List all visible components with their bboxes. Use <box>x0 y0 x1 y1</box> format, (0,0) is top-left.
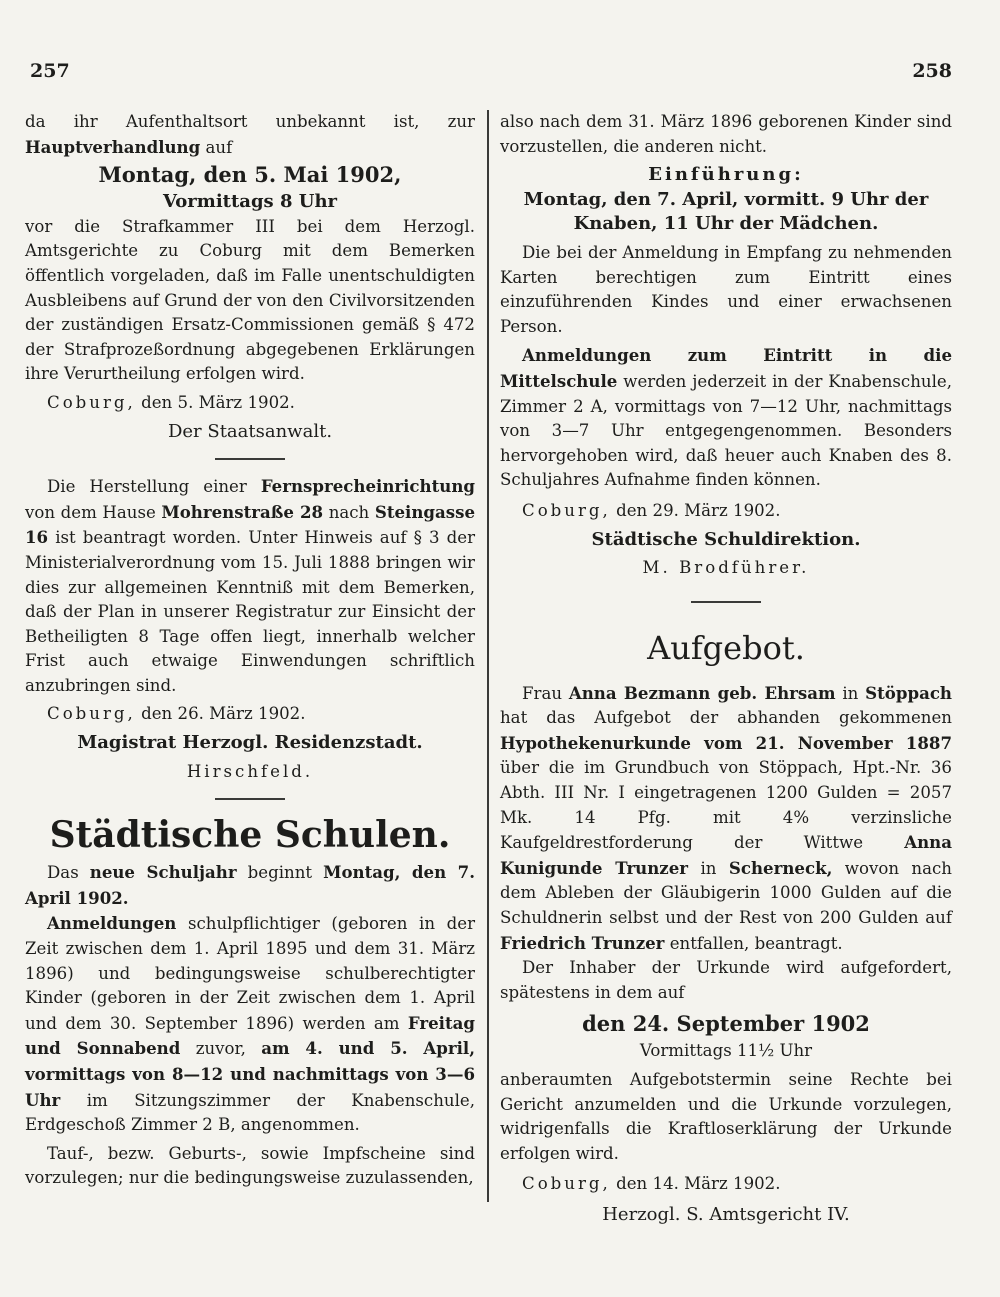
schools-registration: Anmeldungen schulpflichtiger (geboren in der Zeit zwischen dem 1. April 1895 und dem 31. März 1896) und bedingungsweise schulberechtigter Kinder (geboren in der Zeit zwischen dem 1. April und dem 30. September 1896) werden am Freitag und Sonnabend zuvor, am 4. und 5. April, vormittags von 8—12 und nachmittags von 3—6 Uhr im Sitzungszimmer der Knabenschule, Erdgeschoß Zimmer 2 B, angenommen. <box>25 913 476 1135</box>
right-column <box>500 110 952 1228</box>
schools-signatory: M. Brodführer. <box>642 558 810 578</box>
left-column <box>25 110 475 1191</box>
aufgebot-place-date: Coburg, den 14. März 1902. <box>522 1174 781 1194</box>
aufgebot-heading: Aufgebot. <box>647 628 805 667</box>
telephone-signature: Magistrat Herzogl. Residenzstadt. <box>77 732 423 754</box>
aufgebot-terms: anberaumten Aufgebotstermin seine Rechte bei Gericht anzumelden und die Urkunde vorzulegen, widrigenfalls die Kraftloserklärung der Urkunde erfolgen wird. <box>500 1070 952 1163</box>
telephone-signatory: Hirschfeld. <box>186 761 314 781</box>
summons-place-date: Coburg, den 5. März 1902. <box>47 392 295 412</box>
summons-time: Vormittags 8 Uhr <box>162 191 338 213</box>
telephone-notice: Die Herstellung einer Fernsprecheinrichtung von dem Hause Mohrenstraße 28 nach Steingasse 16 ist beantragt worden. Unter Hinweis auf § 3 der Ministerialverordnung vom 15. Juli 1888 bringen wir dies zur allgemeinen Kenntniß mit dem Bemerken, daß der Plan in unserer Registratur zur Einsicht der Betheiligten 8 Tage offen liegt, innerhalb welcher Frist auch etwaige Einwendungen schriftlich anzubringen sind. <box>25 476 476 695</box>
schools-start: Das neue Schuljahr beginnt Montag, den 7. April 1902. <box>25 862 475 908</box>
telephone-place-date: Coburg, den 26. März 1902. <box>47 704 306 724</box>
schools-continued: also nach dem 31. März 1896 geborenen Kinder sind vorzustellen, die anderen nicht. <box>500 112 952 156</box>
summons-date: Montag, den 5. Mai 1902, <box>98 162 402 188</box>
notice-summons-intro: da ihr Aufenthaltsort unbekannt ist, zur Hauptverhandlung auf <box>25 112 475 157</box>
introduction-date: Montag, den 7. April, vormitt. 9 Uhr der Knaben, 11 Uhr der Mädchen. <box>523 188 929 235</box>
middle-school-registration: Anmeldungen zum Eintritt in die Mittelschule werden jederzeit in der Knabenschule, Zimmer 2 A, vormittags von 7—12 Uhr, nachmittags von 3—7 Uhr entgegengenommen. Besonders hervorgehoben wird, daß heuer auch Knaben des 8. Schuljahres Aufnahme finden können. <box>500 345 952 490</box>
schools-place-date: Coburg, den 29. März 1902. <box>522 500 781 520</box>
aufgebot-request: Der Inhaber der Urkunde wird aufgefordert, spätestens in dem auf <box>500 958 952 1002</box>
aufgebot-body: Frau Anna Bezmann geb. Ehrsam in Stöppach hat das Aufgebot der abhanden gekommenen Hypothekenurkunde vom 21. November 1887 über die im Grundbuch von Stöppach, Hpt.-Nr. 36 Abth. III Nr. I eingetragenen 1200 Gulden = 2057 Mk. 14 Pfg. mit 4% verzinsliche Kaufgeldrestforderung der Wittwe Anna Kunigunde Trunzer in Scherneck, wovon nach dem Ableben der Gläubigerin 1000 Gulden auf die Schuldnerin selbst und der Rest von 200 Gulden auf Friedrich Trunzer entfallen, beantragt. <box>500 682 952 953</box>
introduction-heading: Einführung: <box>648 164 804 186</box>
aufgebot-time: Vormittags 11½ Uhr <box>639 1041 813 1061</box>
introduction-cards: Die bei der Anmeldung in Empfang zu nehmenden Karten berechtigen zum Eintritt eines einzuführenden Kindes und einer erwachsenen Person. <box>500 242 952 336</box>
page-number-right: 258 <box>912 60 952 82</box>
section-divider <box>691 601 761 603</box>
aufgebot-signature: Herzogl. S. Amtsgericht IV. <box>602 1203 850 1225</box>
schools-documents: Tauf-, bezw. Geburts-, sowie Impfscheine sind vorzulegen; nur die bedingungsweise zuzulassenden, <box>25 1143 475 1188</box>
schools-heading: Städtische Schulen. <box>49 814 451 857</box>
schools-signature: Städtische Schuldirektion. <box>591 528 861 550</box>
aufgebot-date: den 24. September 1902 <box>582 1011 870 1037</box>
section-divider <box>215 798 285 800</box>
column-divider <box>487 110 489 1202</box>
section-divider <box>215 458 285 460</box>
page-number-left: 257 <box>30 60 70 82</box>
summons-signature: Der Staatsanwalt. <box>167 420 333 442</box>
summons-body: vor die Strafkammer III bei dem Herzogl. Amtsgerichte zu Coburg mit dem Bemerken öffentlich vorgeladen, daß im Falle unentschuldigten Ausbleibens auf Grund der von den Civilvorsitzenden der zuständigen Ersatz-Commissionen gemäß § 472 der Strafprozeßordnung abgegebenen Erklärungen ihre Verurtheilung erfolgen wird. <box>25 216 475 384</box>
